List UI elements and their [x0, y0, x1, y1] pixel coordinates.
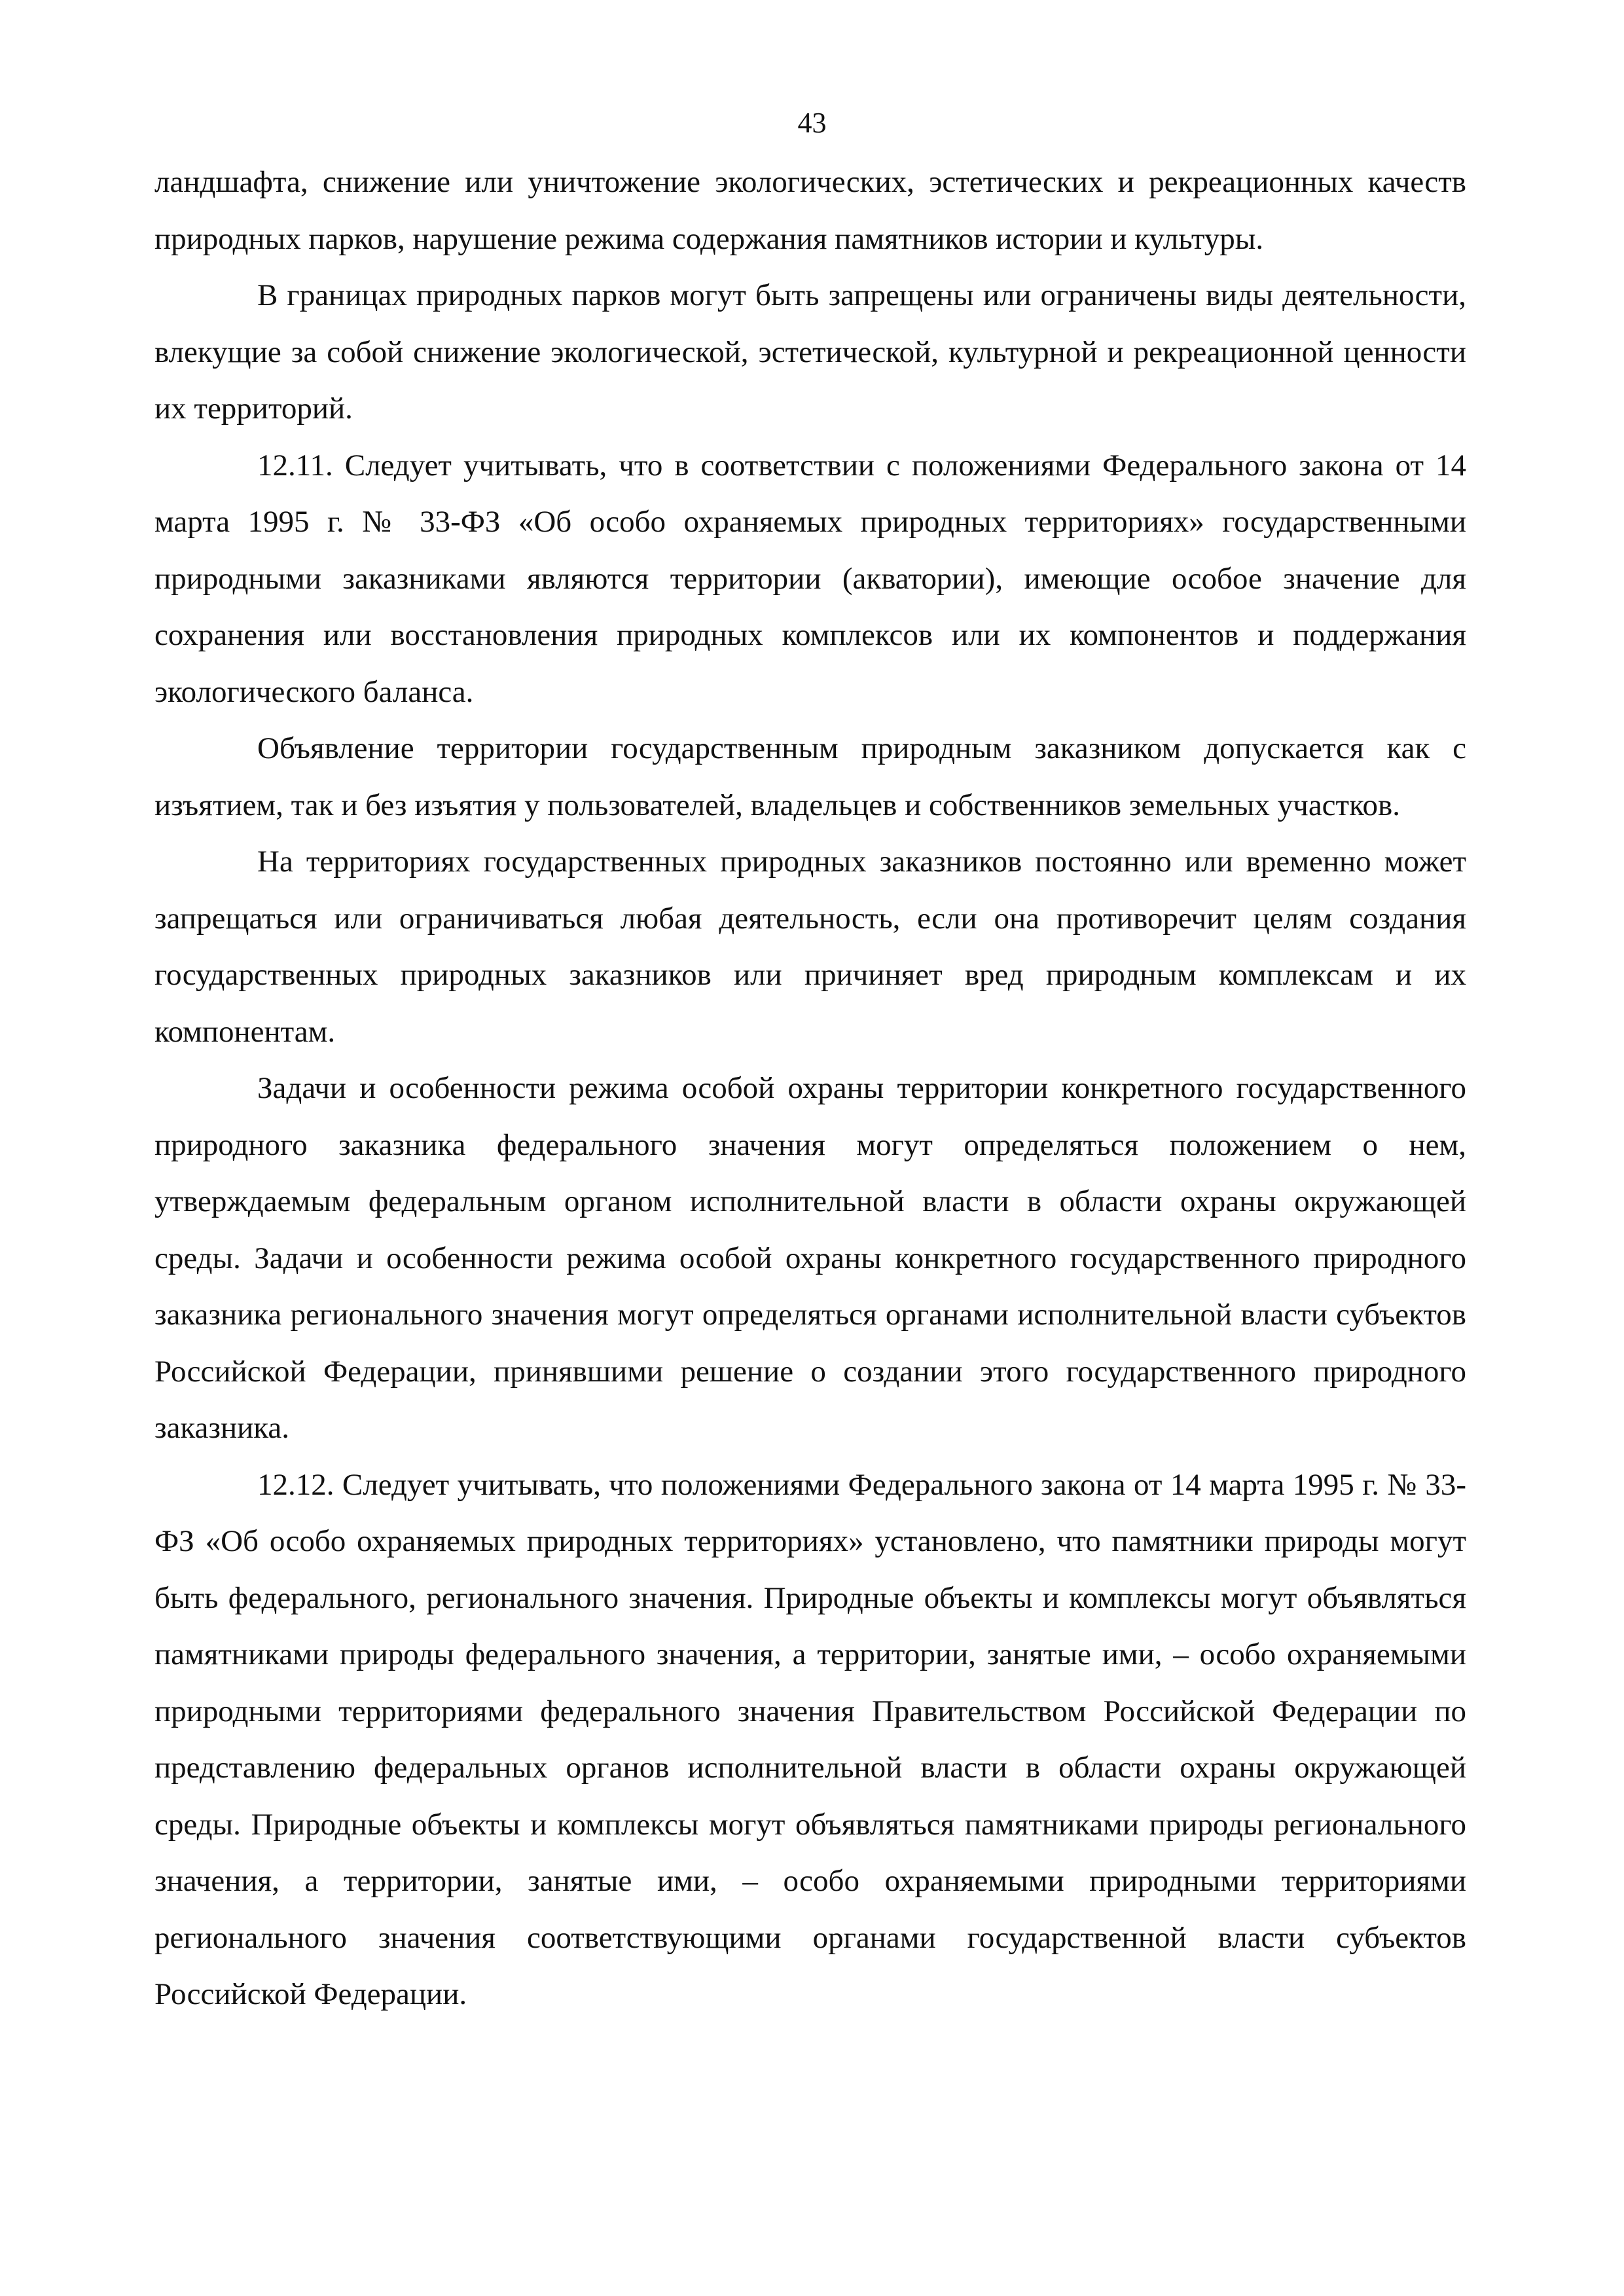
paragraph-reserve-declaration: Объявление территории государственным природным заказником допускается как с изъятием, так и без изъятия у пользователей, владельцев и собственников земельных участков. — [154, 731, 1466, 822]
paragraph-reserve-tasks: Задачи и особенности режима особой охраны территории конкретного государственного природного заказника федерального значения могут определяться положением о нем, утверждаемым федеральным органом исполнительной власти в области охраны окружающей среды. Задачи и особенности режима особой охраны конкретного государственного природного заказника регионального значения могут определяться органами исполнительной власти субъектов Российской Федерации, принявшими решение о создании этого государственного природного заказника. — [154, 1071, 1466, 1445]
page-number: 43 — [797, 107, 827, 139]
paragraph-12-12: 12.12. Следует учитывать, что положениями Федерального закона от 14 марта 1995 г. № 33-ФЗ «Об особо охраняемых природных территориях» установлено, что памятники природы могут быть федерального, регионального значения. Природные объекты и комплексы могут объявляться памятниками природы федерального значения, а территории, занятые ими, – особо охраняемыми природными территориями федерального значения Правительством Российской Федерации по представлению федеральных органов исполнительной власти в области охраны окружающей среды. Природные объекты и комплексы могут объявляться памятниками природы регионального значения, а территории, занятые ими, – особо охраняемыми природными территориями регионального значения соответствующими органами государственной власти субъектов Российской Федерации. — [154, 1467, 1466, 2011]
paragraph-reserve-activity-limits: На территориях государственных природных заказников постоянно или временно может запрещаться или ограничиваться любая деятельность, если она противоречит целям создания государственных природных заказников или причиняет вред природным комплексам и их компонентам. — [154, 845, 1466, 1049]
paragraph-natural-parks-restrictions: В границах природных парков могут быть запрещены или ограничены виды деятельности, влекущие за собой снижение экологической, эстетической, культурной и рекреационной ценности их территорий. — [154, 278, 1466, 426]
paragraph-12-11: 12.11. Следует учитывать, что в соответствии с положениями Федерального закона от 14 марта 1995 г. № 33-ФЗ «Об особо охраняемых природных территориях» государственными природными заказниками являются территории (акватории), имеющие особое значение для сохранения или восстановления природных комплексов или их компонентов и поддержания экологического баланса. — [154, 448, 1466, 709]
document-body — [154, 154, 1466, 2023]
paragraph-continuation: ландшафта, снижение или уничтожение экологических, эстетических и рекреационных качеств природных парков, нарушение режима содержания памятников истории и культуры. — [154, 165, 1466, 256]
